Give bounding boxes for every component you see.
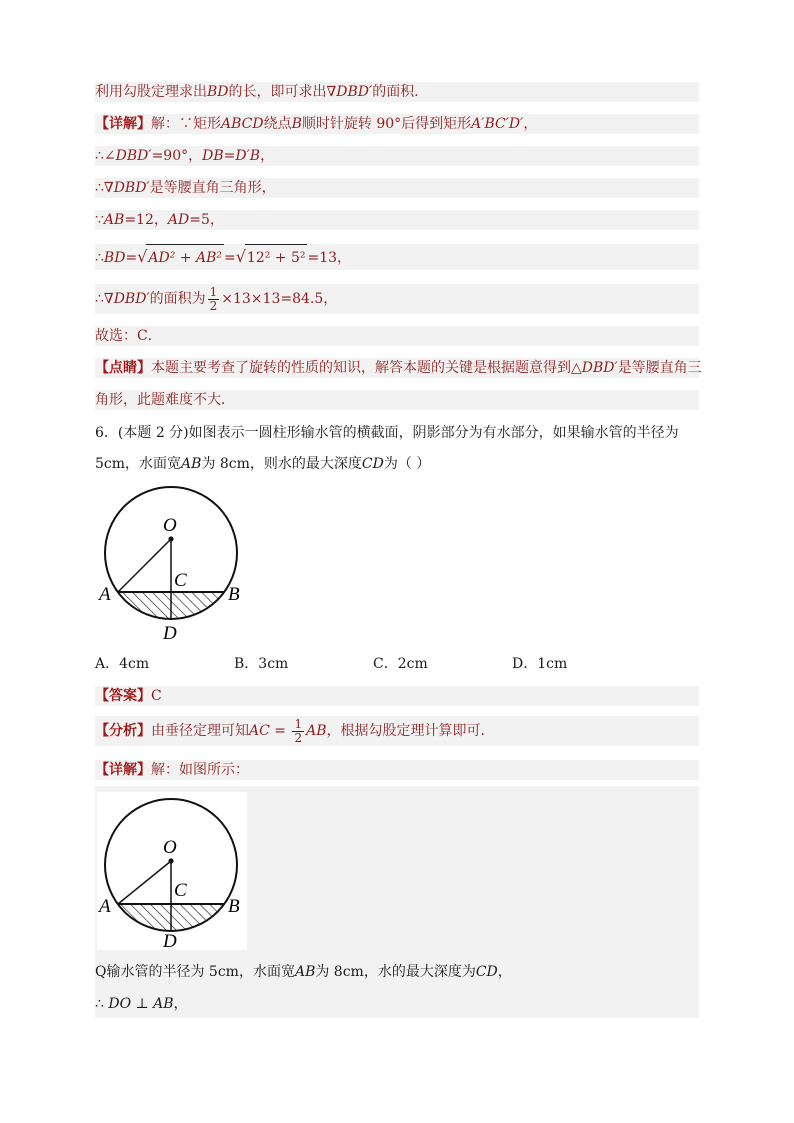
label-o: O (163, 837, 177, 858)
question-stem: 5cm，水面宽AB为 8cm，则水的最大深度CD为（ ） (95, 456, 431, 472)
answer-line: 【答案】C (95, 686, 699, 706)
center-point (168, 536, 173, 541)
solution-line-frac: ∴∇DBD′的面积为 $\frac{1}{2}$ ×13×13=84.5， (95, 284, 699, 314)
sqrt-radicand: 12² + 5² (245, 244, 308, 271)
label-c: C (174, 570, 187, 591)
label-d: D (163, 931, 177, 950)
solution-line: Q输水管的半径为 5cm，水面宽AB为 8cm，水的最大深度为CD， (95, 964, 512, 980)
analysis-line: 【分析】由垂径定理可知AC = $\frac{1}{2}$ AB，根据勾股定理计算即可． (95, 716, 699, 746)
pipe-cross-section-figure (95, 486, 255, 646)
center-point (168, 858, 173, 863)
radical-sign: √ (137, 247, 148, 266)
solution-line: ∵AB=12，AD=5， (95, 210, 699, 230)
fraction: $\frac{1}{2}$ (294, 716, 303, 745)
solution-line: 利用勾股定理求出BD的长，即可求出∇DBD′的面积． (95, 82, 699, 102)
choice-line: 故选：C． (95, 326, 699, 346)
comment-line: 【点睛】本题主要考查了旋转的性质的知识，解答本题的关键是根据题意得到△DBD′是等腰直角三 (95, 360, 702, 376)
option-d[interactable]: D．1cm (512, 656, 568, 672)
label-a: A (99, 896, 111, 917)
option-b[interactable]: B．3cm (234, 656, 289, 672)
solution-line-sqrt: ∴BD=√AD² + AB² =√12² + 5² =13， (95, 244, 699, 270)
label-o: O (163, 515, 177, 536)
options-row (95, 654, 699, 674)
label-c: C (174, 880, 187, 901)
detail-line: 【详解】解：∵矩形ABCD绕点B顺时针旋转 90°后得到矩形A′BC′D′， (95, 114, 699, 134)
solution-line: ∴∇DBD′是等腰直角三角形， (95, 178, 699, 198)
option-c[interactable]: C．2cm (373, 656, 428, 672)
label-a: A (99, 584, 111, 605)
pipe-cross-section-figure-solution (97, 792, 247, 950)
fraction: $\frac{1}{2}$ (209, 284, 218, 313)
question-stem: 6．(本题 2 分)如图表示一圆柱形输水管的横截面，阴影部分为有水部分，如果输水管的半径为 (95, 425, 679, 441)
solution-line: ∴ DO ⊥ AB， (95, 996, 188, 1012)
solution-line: ∴∠DBD′=90°，DB=D′B， (95, 146, 699, 166)
label-d: D (163, 623, 177, 644)
comment-line: 角形，此题难度不大． (95, 390, 699, 410)
option-a[interactable]: A．4cm (95, 656, 150, 672)
label-b: B (228, 896, 240, 917)
radius-oa (118, 539, 171, 592)
detail-line: 【详解】解：如图所示： (95, 760, 699, 780)
label-b: B (228, 584, 240, 605)
sqrt-radicand: AD² + AB² (146, 244, 224, 271)
radical-sign: √ (235, 247, 246, 266)
